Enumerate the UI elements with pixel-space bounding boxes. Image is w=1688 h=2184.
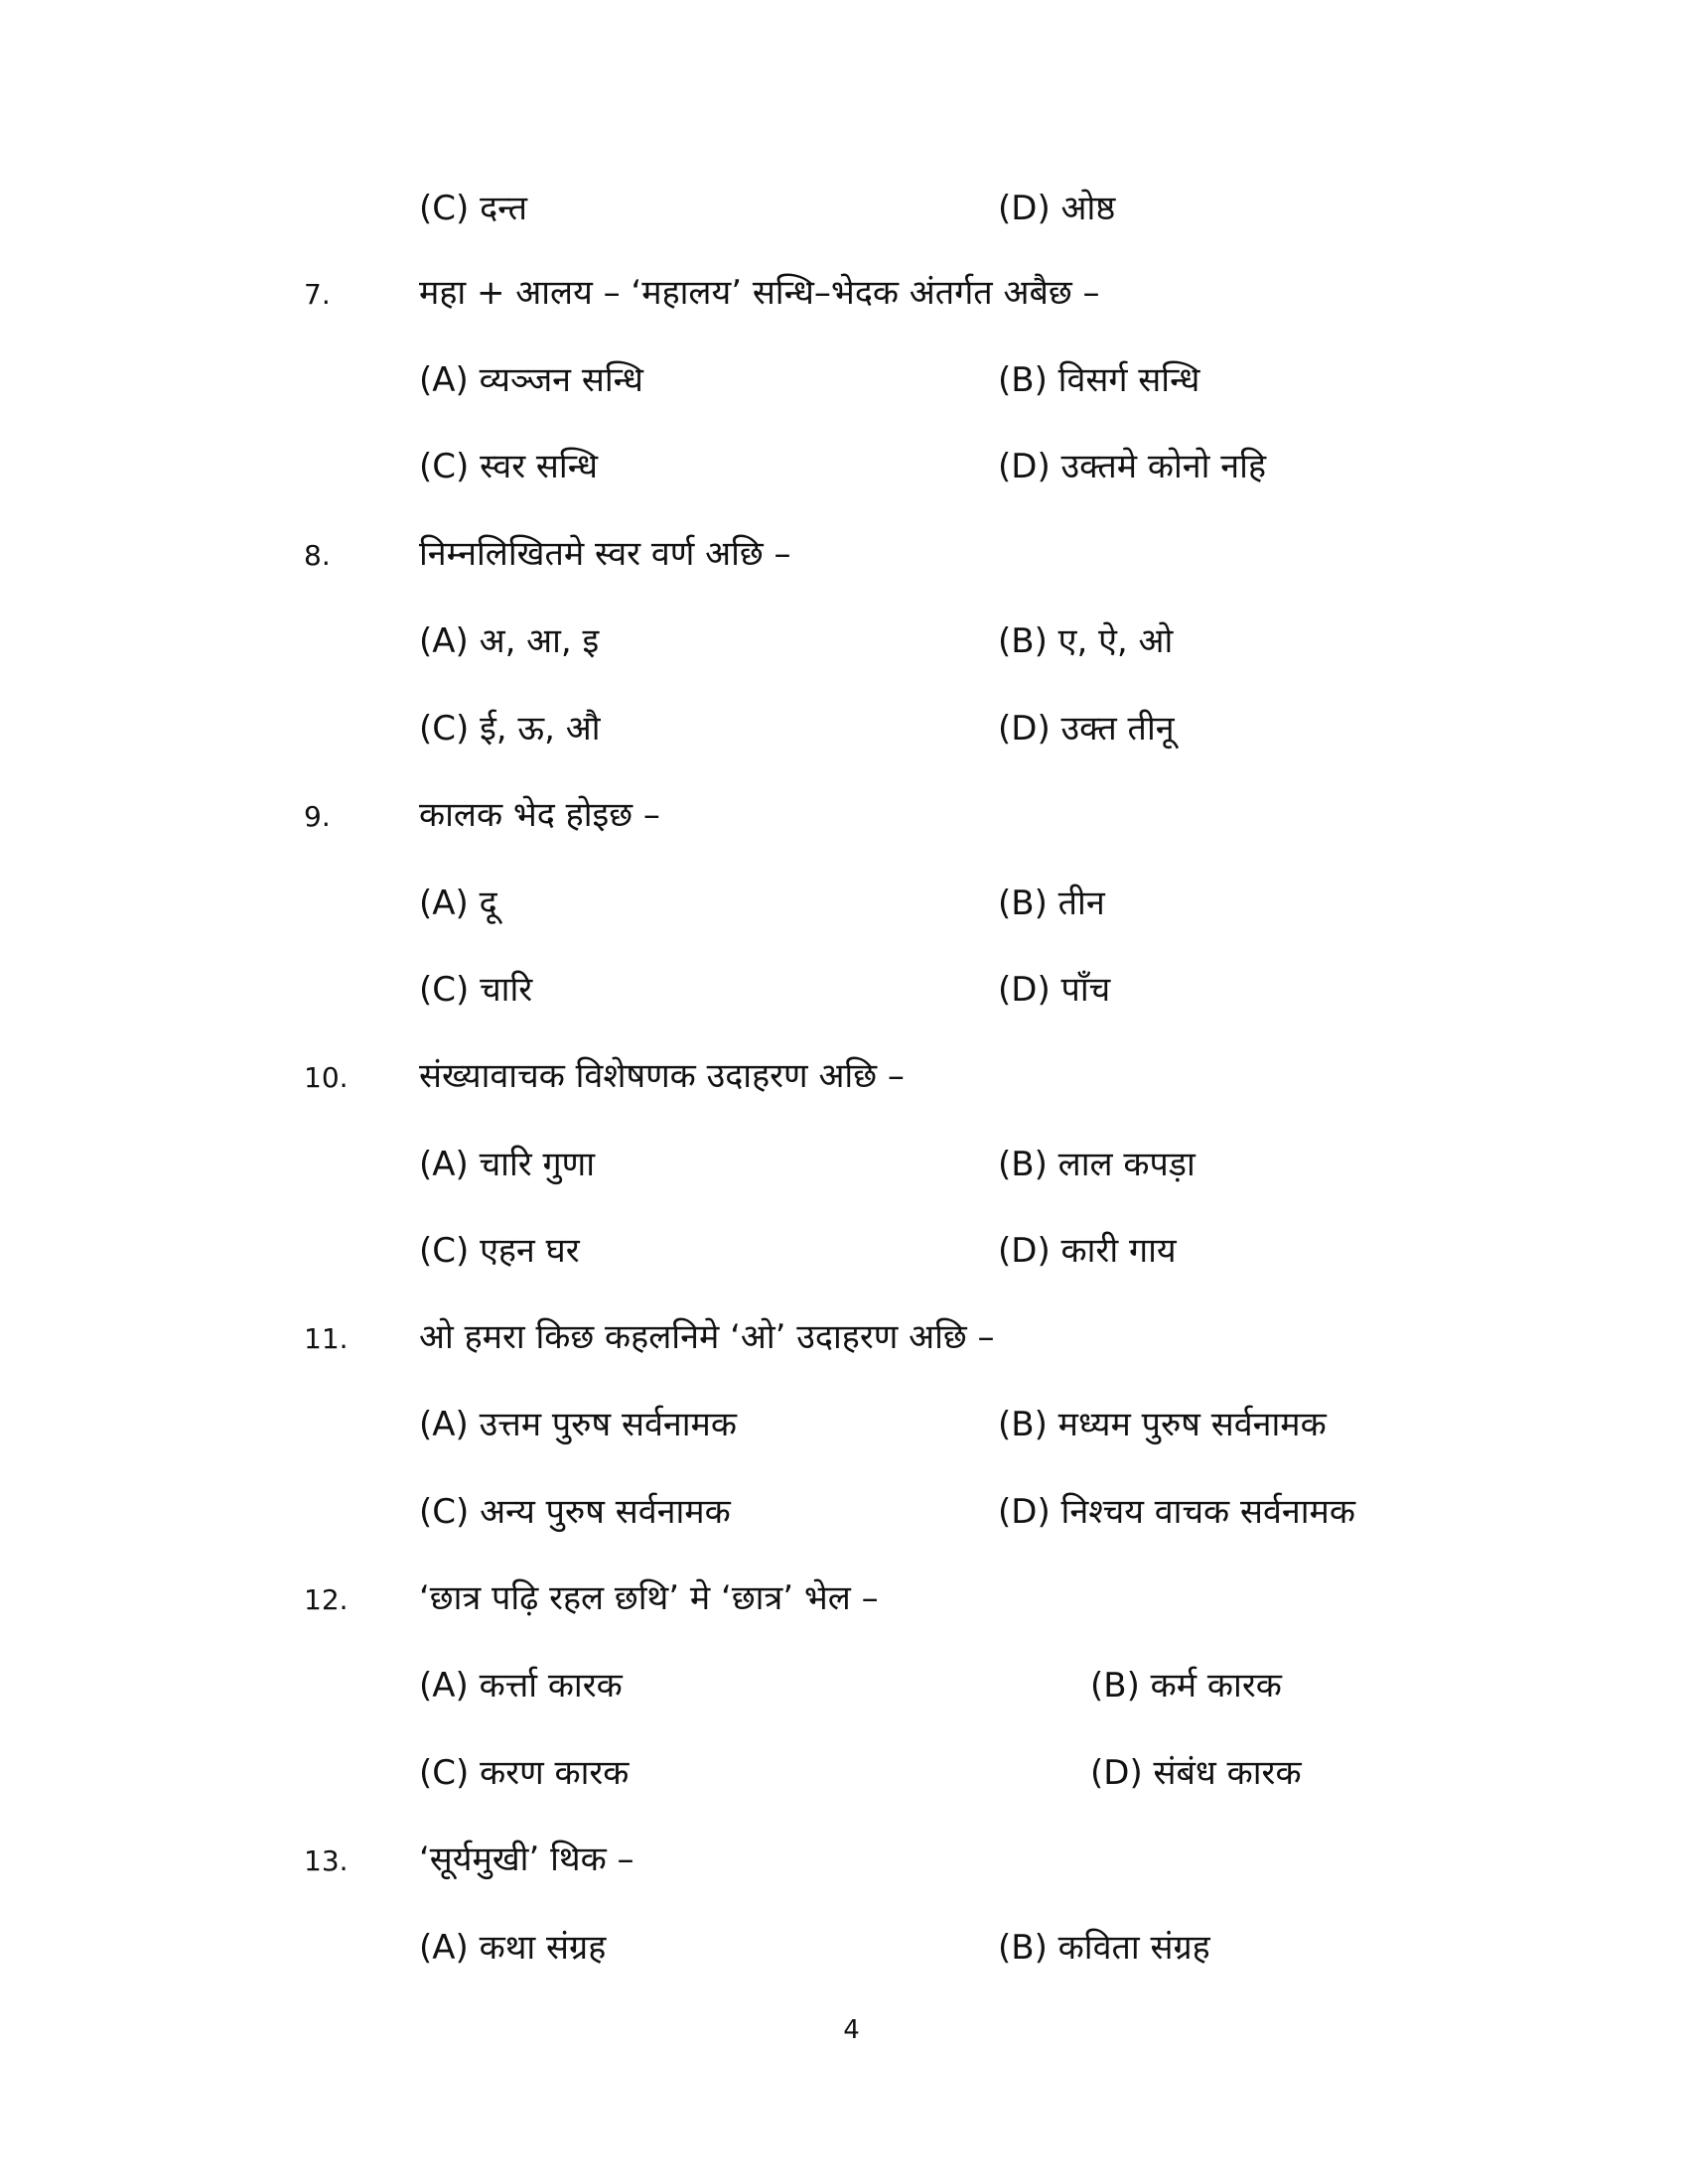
option-a: (A) कथा संग्रह [419,1928,607,1968]
question-text: संख्यावाचक विशेषणक उदाहरण अछि – [419,1056,905,1096]
option-c: (C) ई, ऊ, औ [419,709,601,749]
question-number: 11. [304,1322,349,1355]
question-number: 7. [304,278,331,311]
question-text: ‘सूर्यमुखी’ थिक – [419,1840,634,1879]
option-c: (C) दन्त [419,189,527,228]
option-a: (A) चारि गुणा [419,1145,596,1184]
question-text: कालक भेद होइछ – [419,795,660,835]
question-number: 13. [304,1844,349,1877]
question-text: ‘छात्र पढ़ि रहल छथि’ मे ‘छात्र’ भेल – [419,1578,879,1618]
option-a: (A) व्यञ्जन सन्धि [419,360,643,400]
option-d: (D) ओष्ठ [998,189,1116,228]
option-d: (D) पाँच [998,970,1111,1010]
option-d: (D) उक्त तीनू [998,709,1175,749]
option-b: (B) कर्म कारक [1090,1666,1282,1706]
option-c: (C) करण कारक [419,1753,630,1793]
option-d: (D) उक्तमे कोनो नहि [998,447,1267,486]
option-a: (A) अ, आ, इ [419,621,600,661]
option-a: (A) कर्त्ता कारक [419,1666,623,1706]
option-d: (D) निश्चय वाचक सर्वनामक [998,1492,1355,1532]
option-d: (D) कारी गाय [998,1231,1177,1271]
option-b: (B) लाल कपड़ा [998,1145,1196,1184]
question-number: 8. [304,539,331,572]
question-text: निम्नलिखितमे स्वर वर्ण अछि – [419,534,791,574]
question-text: ओ हमरा किछ कहलनिमे ‘ओ’ उदाहरण अछि – [419,1317,995,1357]
option-b: (B) विसर्ग सन्धि [998,360,1200,400]
question-text: महा + आलय – ‘महालय’ सन्धि–भेदक अंतर्गत अबैछ – [419,273,1100,313]
option-c: (C) अन्य पुरुष सर्वनामक [419,1492,731,1532]
page-number: 4 [843,2015,860,2045]
question-number: 9. [304,800,331,833]
option-b: (B) कविता संग्रह [998,1928,1210,1968]
option-c: (C) एहन घर [419,1231,580,1271]
option-a: (A) दू [419,884,497,923]
question-number: 12. [304,1583,349,1616]
option-d: (D) संबंध कारक [1090,1753,1302,1793]
option-b: (B) मध्यम पुरुष सर्वनामक [998,1405,1327,1444]
question-number: 10. [304,1061,349,1094]
option-c: (C) चारि [419,970,533,1010]
option-c: (C) स्वर सन्धि [419,447,599,486]
option-a: (A) उत्तम पुरुष सर्वनामक [419,1405,737,1444]
option-b: (B) ए, ऐ, ओ [998,621,1174,661]
option-b: (B) तीन [998,884,1105,923]
